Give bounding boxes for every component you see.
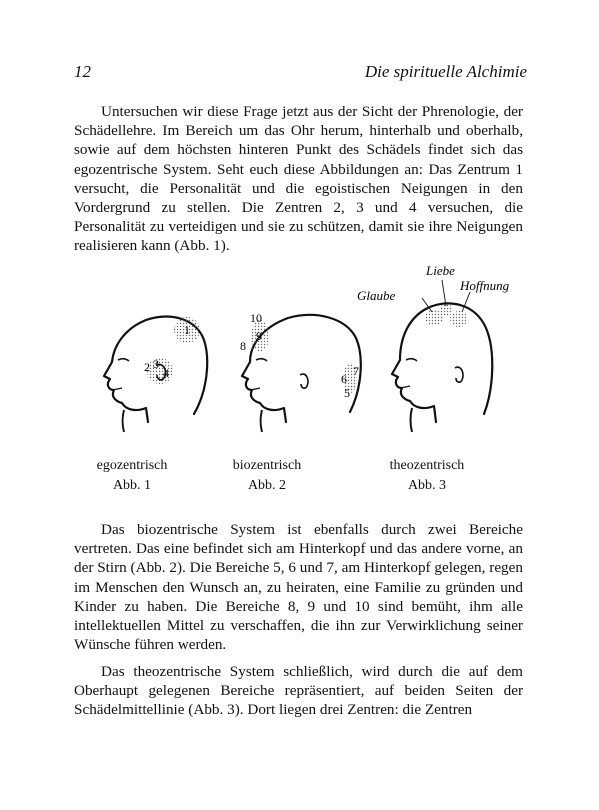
head-1-eye [118, 359, 129, 361]
fig2-label-9: 9 [256, 329, 262, 343]
fig1-label-2: 2 [144, 360, 150, 374]
head-2-eye [256, 359, 267, 361]
head-2-ear [300, 374, 308, 388]
fig2-label-8: 8 [240, 339, 246, 353]
caption-fig1-term: egozentrisch [96, 458, 168, 473]
head-3-neck [411, 408, 413, 432]
fig2-label-6: 6 [341, 372, 347, 386]
paragraph-3: Das theozentrische System schließlich, wird durch die auf dem Oberhaupt gelegenen Bereiche repräsentiert, auf beiden Seiten der Schädelmittellinie (Abb. 3). Dort liegen drei Zentren: die Zentren [74, 663, 523, 719]
phrenology-figure [74, 262, 523, 502]
fig3-label-hoffnung: Hoffnung [460, 278, 510, 293]
paragraph-1: Untersuchen wir diese Frage jetzt aus der Sicht der Phrenologie, der Schädellehre. Im Bereich um das Ohr herum, hinterhalb und oberhalb, sowie auf dem höchsten hinteren Punkt des Schädels findet sich das egozentrische System. Seht euch diese Abbildungen an: Das Zentrum 1 versucht, die Personalität und die egoistischen Neigungen in den Vordergrund zu stellen. Die Zentren 2, 3 und 4 versuchen, die Personalität zu verteidigen und sie zu schützen, damit sie ihre Neigungen realisieren kann (Abb. 1). [74, 103, 523, 255]
caption-fig1-abb: Abb. 1 [112, 478, 152, 493]
caption-fig3-term: theozentrisch [389, 458, 465, 473]
caption-fig2-abb: Abb. 2 [247, 478, 287, 493]
caption-fig3-abb: Abb. 3 [407, 478, 447, 493]
fig2-label-10: 10 [250, 311, 262, 325]
fig1-label-4: 4 [163, 366, 169, 380]
running-title: Die spirituelle Alchimie [364, 62, 527, 81]
head-illustrations [74, 262, 523, 457]
fig3-label-glaube: Glaube [357, 288, 396, 303]
fig1-label-3: 3 [153, 357, 159, 371]
head-egocentric [104, 317, 207, 432]
page-number: 12 [74, 62, 91, 81]
fig2-label-7: 7 [353, 364, 359, 378]
caption-fig2-term: biozentrisch [232, 458, 302, 473]
head-3-ear [455, 367, 463, 382]
caption-fig2 [197, 456, 337, 496]
caption-fig1 [62, 456, 202, 496]
paragraph-2: Das biozentrische System ist ebenfalls durch zwei Bereiche vertreten. Das eine befindet sich am Hinterkopf und das andere vorne, an der Stirn (Abb. 2). Die Bereiche 5, 6 und 7, am Hinterkopf gelegen, regen im Menschen den Wunsch an, zu heiraten, eine Familie zu gründen und Kinder zu haben. Die Bereiche 8, 9 und 10 sind bemüht, ihm alle intellektuellen Mittel zu verschaffen, die ihn zur Verwirklichung seiner Wünsche führen werden. [74, 521, 523, 654]
caption-fig3 [357, 456, 497, 496]
zone-hoffnung [450, 311, 468, 327]
fig2-label-5: 5 [344, 386, 350, 400]
page-header [74, 62, 527, 84]
head-2-neck [261, 410, 263, 432]
head-3-eye [406, 359, 417, 361]
fig1-label-1: 1 [184, 323, 190, 337]
fig3-label-liebe: Liebe [426, 263, 455, 278]
head-1-neck [123, 410, 125, 432]
head-biocentric [240, 311, 361, 432]
leader-liebe [442, 280, 446, 306]
head-theocentric [357, 263, 510, 432]
